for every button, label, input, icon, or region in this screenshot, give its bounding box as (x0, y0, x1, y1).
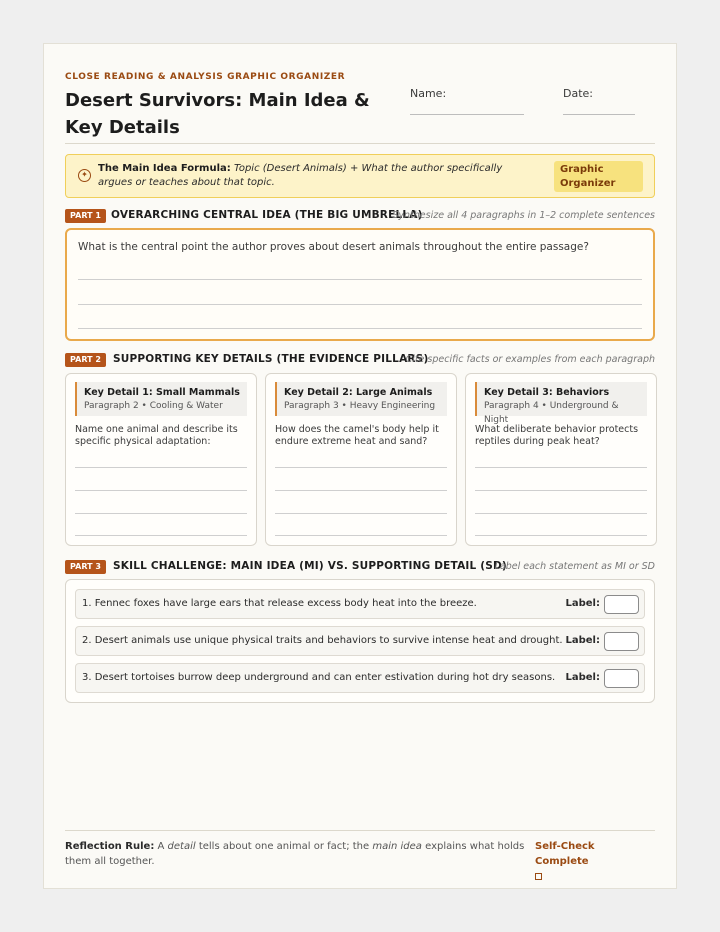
writing-line[interactable] (75, 535, 247, 536)
evidence-pillar-2[interactable] (265, 373, 457, 546)
reflection-term-detail: detail (167, 841, 196, 852)
pillar-subtitle: Paragraph 3 • Heavy Engineering (284, 401, 436, 411)
page-title: Desert Survivors: Main Idea & Key Details (65, 90, 370, 138)
label-caption: Label: (565, 672, 600, 683)
writing-line[interactable] (275, 467, 447, 468)
self-check-label: Self-Check Complete (535, 841, 595, 867)
pillar-title: Key Detail 1: Small Mammals (84, 387, 240, 398)
pillar-subtitle: Paragraph 2 • Cooling & Water (84, 401, 223, 411)
pillar-question: What deliberate behavior protects reptiles during peak heat? (475, 424, 639, 447)
part1-header (65, 208, 655, 224)
part3-tag: PART 3 (65, 560, 106, 574)
formula-label: The Main Idea Formula: (98, 163, 231, 174)
part2-tag: PART 2 (65, 353, 106, 367)
writing-line[interactable] (78, 279, 642, 280)
writing-line[interactable] (275, 513, 447, 514)
formula-text (98, 162, 538, 190)
worksheet-content (65, 44, 655, 888)
pillar-subtitle: Paragraph 4 • Underground & Night (484, 401, 619, 425)
pillar-title: Key Detail 2: Large Animals (284, 387, 433, 398)
header-divider (65, 143, 655, 144)
writing-line[interactable] (75, 467, 247, 468)
worksheet-kicker: CLOSE READING & ANALYSIS GRAPHIC ORGANIZER (65, 72, 346, 82)
reflection-rule (65, 839, 525, 869)
pillar-header (75, 382, 247, 416)
skill-challenge-box (65, 579, 655, 703)
part2-header (65, 352, 655, 368)
writing-line[interactable] (475, 513, 647, 514)
label-input[interactable] (604, 669, 639, 688)
pillar-question: Name one animal and describe its specific physical adaptation: (75, 424, 238, 447)
part1-title: OVERARCHING CENTRAL IDEA (THE BIG UMBRELLA) (111, 209, 423, 221)
name-label: Name: (410, 87, 447, 100)
writing-line[interactable] (78, 328, 642, 329)
date-label: Date: (563, 87, 593, 100)
self-check-checkbox[interactable] (535, 873, 542, 880)
part3-header (65, 559, 655, 575)
evidence-pillar-3[interactable] (465, 373, 657, 546)
name-field[interactable] (410, 87, 446, 100)
date-field[interactable] (563, 87, 593, 100)
writing-line[interactable] (475, 490, 647, 491)
statement-text: 3. Desert tortoises burrow deep underground and can enter estivation during hot dry seasons. (82, 672, 556, 683)
label-input[interactable] (604, 595, 639, 614)
statement-row (75, 663, 645, 693)
part3-note: Label each statement as MI or SD (494, 561, 655, 572)
writing-line[interactable] (75, 490, 247, 491)
label-caption: Label: (565, 598, 600, 609)
statement-row (75, 626, 645, 656)
graphic-organizer-badge: Graphic Organizer (554, 161, 643, 192)
part1-tag: PART 1 (65, 209, 106, 223)
writing-line[interactable] (475, 467, 647, 468)
label-caption: Label: (565, 635, 600, 646)
footer-divider (65, 830, 655, 831)
statement-row (75, 589, 645, 619)
self-check[interactable] (535, 839, 647, 880)
writing-line[interactable] (475, 535, 647, 536)
date-line[interactable] (563, 114, 635, 115)
central-idea-question: What is the central point the author proves about desert animals throughout the entire passage? (78, 241, 589, 253)
statement-text: 1. Fennec foxes have large ears that release excess body heat into the breeze. (82, 598, 477, 609)
compass-icon: ✦ (78, 169, 91, 182)
main-idea-formula-callout (65, 154, 655, 198)
worksheet-page (43, 43, 677, 889)
evidence-pillar-1[interactable] (65, 373, 257, 546)
reflection-text: A (157, 841, 165, 852)
pillar-title: Key Detail 3: Behaviors (484, 387, 610, 398)
statement-text: 2. Desert animals use unique physical traits and behaviors to survive intense heat and drought. (82, 635, 563, 646)
part3-title: SKILL CHALLENGE: MAIN IDEA (MI) VS. SUPPORTING DETAIL (SD) (113, 560, 507, 572)
writing-line[interactable] (75, 513, 247, 514)
writing-line[interactable] (275, 535, 447, 536)
pillar-header (475, 382, 647, 425)
part1-note: Synthesize all 4 paragraphs in 1–2 complete sentences (392, 210, 655, 221)
reflection-term-main-idea: main idea (372, 841, 422, 852)
part2-note: Cite specific facts or examples from each paragraph (405, 354, 655, 365)
reflection-text: explains what holds them all together. (65, 841, 525, 867)
central-idea-box[interactable] (65, 228, 655, 341)
pillar-question: How does the camel's body help it endure extreme heat and sand? (275, 424, 439, 447)
reflection-text: tells about one animal or fact; the (198, 841, 370, 852)
formula-body: Topic (Desert Animals) + What the author specifically argues or teaches about that topic. (98, 163, 503, 188)
pillar-header (275, 382, 447, 416)
writing-line[interactable] (78, 304, 642, 305)
writing-line[interactable] (275, 490, 447, 491)
part2-title: SUPPORTING KEY DETAILS (THE EVIDENCE PILLARS) (113, 353, 429, 365)
label-input[interactable] (604, 632, 639, 651)
reflection-label: Reflection Rule: (65, 841, 155, 852)
name-line[interactable] (410, 114, 524, 115)
